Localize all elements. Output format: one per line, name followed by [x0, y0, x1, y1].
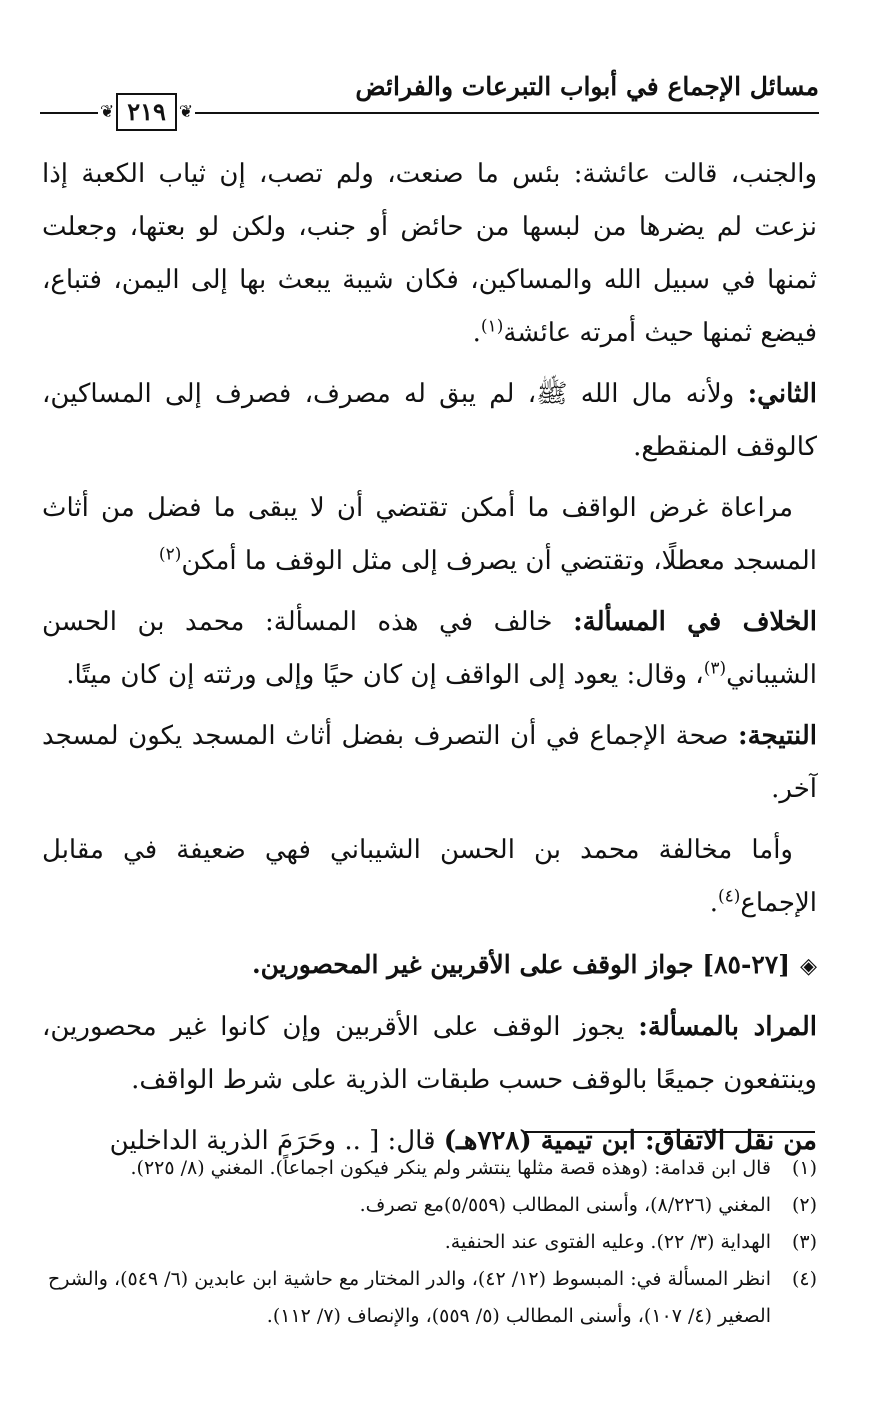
footnote-ref: (١) [480, 316, 504, 337]
footnote-ref: (٢) [158, 544, 182, 565]
paragraph-meaning [42, 1001, 817, 1107]
paragraph-term: الخلاف في المسألة: [573, 607, 817, 637]
ornament-right-icon: ❦ [100, 101, 115, 122]
paragraph-text: خالف في هذه المسألة: محمد بن الحسن الشيباني [42, 607, 817, 690]
paragraph-term: الثاني: [747, 379, 817, 409]
page-number: ٢١٩ [116, 93, 177, 131]
paragraph-tail: . [472, 318, 481, 348]
footnote-item [42, 1187, 817, 1224]
paragraph-second-reason [42, 368, 817, 474]
footnote-item [42, 1261, 817, 1335]
footnote-number: (١) [791, 1157, 817, 1179]
paragraph-text: قال: [ .. وحَرَمَ الذرية الداخلين [109, 1126, 444, 1156]
paragraph-text: مراعاة غرض الواقف ما أمكن تقتضي أن لا يبقى ما فضل من أثاث المسجد معطلًا، وتقتضي أن يصرف إلى مثل الوقف ما أمكن [42, 493, 817, 576]
paragraph-text: وأما مخالفة محمد بن الحسن الشيباني فهي ضعيفة في مقابل الإجماع [42, 835, 817, 918]
footnote-text: الهداية (٣/ ٢٢). وعليه الفتوى عند الحنفية. [444, 1231, 771, 1253]
running-header [40, 70, 819, 130]
section-heading-text: [٢٧-٨٥] جواز الوقف على الأقربين غير المحصورين. [251, 950, 791, 979]
paragraph-continuation [42, 148, 817, 360]
paragraph-tail: . [709, 888, 718, 918]
footnotes [42, 1150, 817, 1335]
paragraph-text: يجوز الوقف على الأقربين وإن كانوا غير محصورين، وينتفعون جميعًا بالوقف حسب طبقات الذرية على شرط الواقف. [42, 1012, 817, 1095]
footnote-text: انظر المسألة في: المبسوط (١٢/ ٤٢)، والدر المختار مع حاشية ابن عابدين (٦/ ٥٤٩)، والشرح الصغير (٤/ ١٠٧)، وأسنى المطالب (٥/ ٥٥٩)، والإنصاف (٧/ ١١٢). [47, 1268, 771, 1327]
footnote-number: (٢) [791, 1194, 817, 1216]
paragraph-term: النتيجة: [737, 721, 817, 751]
footnote-rule [525, 1131, 815, 1133]
paragraph-disagreement [42, 596, 817, 702]
paragraph-result [42, 710, 817, 816]
paragraph-waqif-intent [42, 482, 817, 588]
header-title: مسائل الإجماع في أبواب التبرعات والفرائض [355, 72, 819, 101]
footnote-number: (٣) [791, 1231, 817, 1253]
paragraph-term: من نقل الاتفاق: [644, 1126, 817, 1156]
paragraph-text: ولأنه مال الله ﷺ، لم يبق له مصرف، فصرف إلى المساكين، كالوقف المنقطع. [42, 379, 817, 462]
page-number-ornament [98, 90, 195, 134]
paragraph-term: المراد بالمسألة: [638, 1012, 817, 1042]
paragraph-text: صحة الإجماع في أن التصرف بفضل أثاث المسجد يكون لمسجد آخر. [42, 721, 817, 804]
footnote-ref: (٣) [703, 658, 727, 679]
footnote-item [42, 1224, 817, 1261]
footnote-text: قال ابن قدامة: (وهذه قصة مثلها ينتشر ولم ينكر فيكون اجماعاً). المغني (٨/ ٢٢٥). [130, 1157, 771, 1179]
section-heading [42, 938, 817, 993]
ornament-left-icon: ❦ [178, 101, 194, 122]
main-text [42, 148, 817, 1176]
diamond-bullet-icon: ◈ [800, 953, 817, 979]
paragraph-source-name: ابن تيمية (٧٢٨هـ) [443, 1126, 645, 1156]
paragraph-tail: ، وقال: يعود إلى الواقف إن كان حيًا وإلى ورثته إن كان ميتًا. [66, 660, 704, 690]
footnote-text: المغني (٨/٢٢٦)، وأسنى المطالب (٥/٥٥٩)مع تصرف. [359, 1194, 771, 1216]
footnote-ref: (٤) [717, 886, 741, 907]
paragraph-text: والجنب، قالت عائشة: بئس ما صنعت، ولم تصب، إن ثياب الكعبة إذا نزعت لم يضرها من لبسها من حائض أو جنب، ولكن لو بعتها، وجعلت ثمنها في سبيل الله والمساكين، فكان شيبة يبعث بها إلى اليمن، فتباع، فيضع ثمنها حيث أمرته عائشة [42, 159, 817, 348]
paragraph-weak-opinion [42, 824, 817, 930]
footnote-number: (٤) [791, 1268, 817, 1290]
footnote-item [42, 1150, 817, 1187]
